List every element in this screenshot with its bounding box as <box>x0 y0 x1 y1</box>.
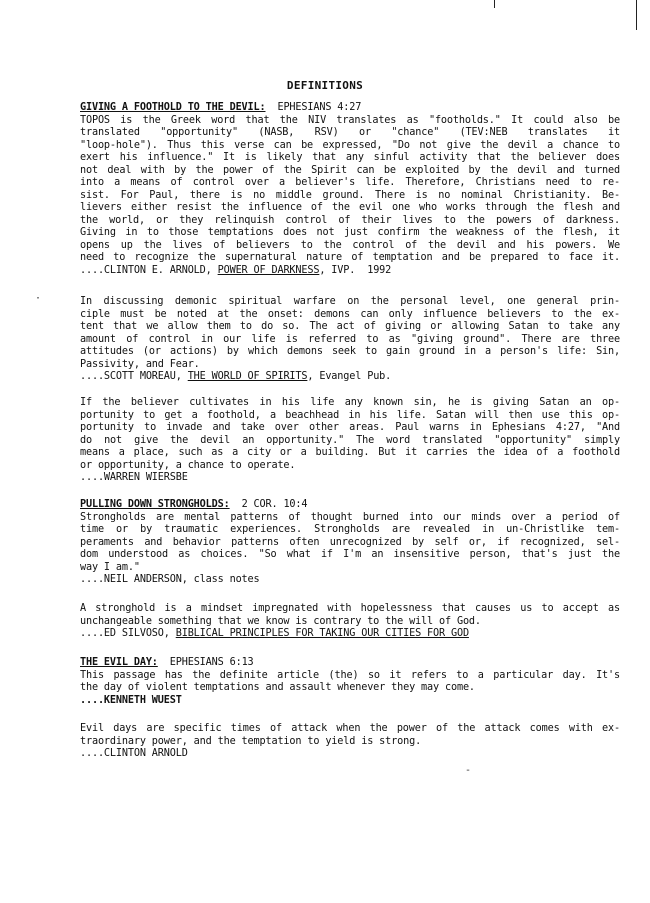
text-line: TOPOS is the Greek word that the NIV translates as "footholds." It could also be <box>80 114 620 126</box>
paragraph-silvoso <box>80 603 620 641</box>
citation-publisher: , IVP. 1992 <box>319 264 392 276</box>
citation <box>80 628 620 641</box>
paragraph-arnold <box>80 723 620 761</box>
scan-edge-line <box>636 0 637 30</box>
scripture-reference: 2 COR. 10:4 <box>241 499 308 510</box>
text-line: amount of control in our life is referred to as "giving ground". There are three <box>80 333 620 345</box>
text-line: translated "opportunity" (NASB, RSV) or "chance" (TEV:NEB translates it <box>80 127 620 138</box>
citation: ....WARREN WIERSBE <box>80 472 188 483</box>
text-line: exert his influence." It is likely that any sinful activity that the believer does <box>80 152 620 163</box>
citation <box>80 371 620 384</box>
text-line: traordinary power, and the temptation to yield is strong. <box>80 735 422 747</box>
text-line: means a place, such as a city or a building. But it carries the idea of a foothold <box>80 447 620 458</box>
citation-author: ....SCOTT MOREAU, <box>80 371 188 382</box>
text-line: way I am." <box>80 561 140 573</box>
citation: ....KENNETH WUEST <box>80 694 182 706</box>
citation: ....CLINTON ARNOLD <box>80 748 188 759</box>
scan-edge-line <box>494 0 495 8</box>
citation-title: BIBLICAL PRINCIPLES FOR TAKING OUR CITIES FOR GOD <box>175 628 469 639</box>
text-line: into a means of control over a believer's life. Therefore, Christians need to re- <box>80 177 620 188</box>
text-line: Passivity, and Fear. <box>80 358 200 370</box>
text-line: or opportunity, a chance to operate. <box>80 459 296 471</box>
citation-author: ....ED SILVOSO, <box>80 628 176 639</box>
text-line: opens up the lives of believers to the control of the devil and his powers. We <box>80 239 620 251</box>
section-evil-day <box>80 657 620 707</box>
paragraph-moreau <box>80 296 620 384</box>
text-line: tent that we allow them to do so. The act of giving or allowing Satan to take any <box>80 321 620 332</box>
page-title: DEFINITIONS <box>286 79 364 92</box>
text-line: This passage has the definite article (the) so it refers to a particular day. It's <box>80 669 620 681</box>
text-line: sist. For Paul, there is no middle ground. There is no nominal Christianity. Be- <box>80 189 620 201</box>
text-line: peraments and behavior patterns often unrecognized by self or, if recognized, sel- <box>80 536 620 548</box>
citation-author: ....CLINTON E. ARNOLD, <box>80 264 218 276</box>
scripture-reference: EPHESIANS 6:13 <box>169 657 254 668</box>
text-line: In discussing demonic spiritual warfare on the personal level, one general prin- <box>80 296 620 307</box>
text-line: Giving in to those temptations does not just confirm the weakness of the flesh, it <box>80 227 620 238</box>
text-line: the day of violent temptations and assault whenever they may come. <box>80 682 475 693</box>
citation: ....NEIL ANDERSON, class notes <box>80 574 260 585</box>
text-line: not deal with by the power of the Spirit can be exploited by the devil and turned <box>80 164 620 176</box>
text-line: portunity to invade and take over other areas. Paul warns in Ephesians 4:27, "And <box>80 422 620 433</box>
text-line: do not give the devil an opportunity." The word translated "opportunity" simply <box>80 434 620 446</box>
text-line: attitudes (or actions) by which demons seek to gain ground in a person's life: Sin, <box>80 346 620 357</box>
text-line: need to recognize the supernatural nature of temptation and be prepared to face it. <box>80 252 620 263</box>
section-strongholds <box>80 499 620 587</box>
section-heading: THE EVIL DAY: <box>80 657 158 668</box>
text-line: the world, or they relinquish control of their lives to the powers of darkness. <box>80 214 620 226</box>
section-heading-line <box>80 102 620 115</box>
text-line: time or by traumatic experiences. Strongholds are revealed in un-Christlike tem- <box>80 524 620 535</box>
text-line: portunity to get a foothold, a beachhead in his life. Satan will then use this op- <box>80 409 620 421</box>
text-line: dom understood as choices. "So what if I'm an insensitive person, that's just the <box>80 549 620 560</box>
text-line: ciple must be noted at the onset: demons can only influence believers to the ex- <box>80 308 620 320</box>
citation-publisher: , Evangel Pub. <box>307 371 392 382</box>
section-heading-line <box>80 657 620 670</box>
section-heading: GIVING A FOOTHOLD TO THE DEVIL: <box>80 102 266 113</box>
text-line: unchangeable something that we know is contrary to the will of God. <box>80 615 481 627</box>
citation-title: THE WORLD OF SPIRITS <box>187 371 308 382</box>
section-heading-line <box>80 499 620 512</box>
text-line: lievers either resist the influence of the evil one who works through the flesh and <box>80 202 620 213</box>
paragraph-wiersbe <box>80 397 620 485</box>
citation <box>80 265 620 278</box>
text-line: Evil days are specific times of attack when the power of the attack comes with ex- <box>80 723 620 734</box>
scan-speck: - <box>465 765 472 776</box>
scripture-reference: EPHESIANS 4:27 <box>277 102 362 113</box>
scan-speck: · <box>35 293 42 304</box>
text-line: If the believer cultivates in his life any known sin, he is giving Satan an op- <box>80 397 620 408</box>
text-line: "loop-hole"). Thus this verse can be expressed, "Do not give the devil a chance to <box>80 139 620 151</box>
section-heading: PULLING DOWN STRONGHOLDS: <box>80 499 230 510</box>
citation-title: POWER OF DARKNESS <box>217 264 320 276</box>
section-foothold <box>80 102 620 277</box>
text-line: A stronghold is a mindset impregnated with hopelessness that causes us to accept as <box>80 603 620 614</box>
text-line: Strongholds are mental patterns of thought burned into our minds over a period of <box>80 511 620 523</box>
